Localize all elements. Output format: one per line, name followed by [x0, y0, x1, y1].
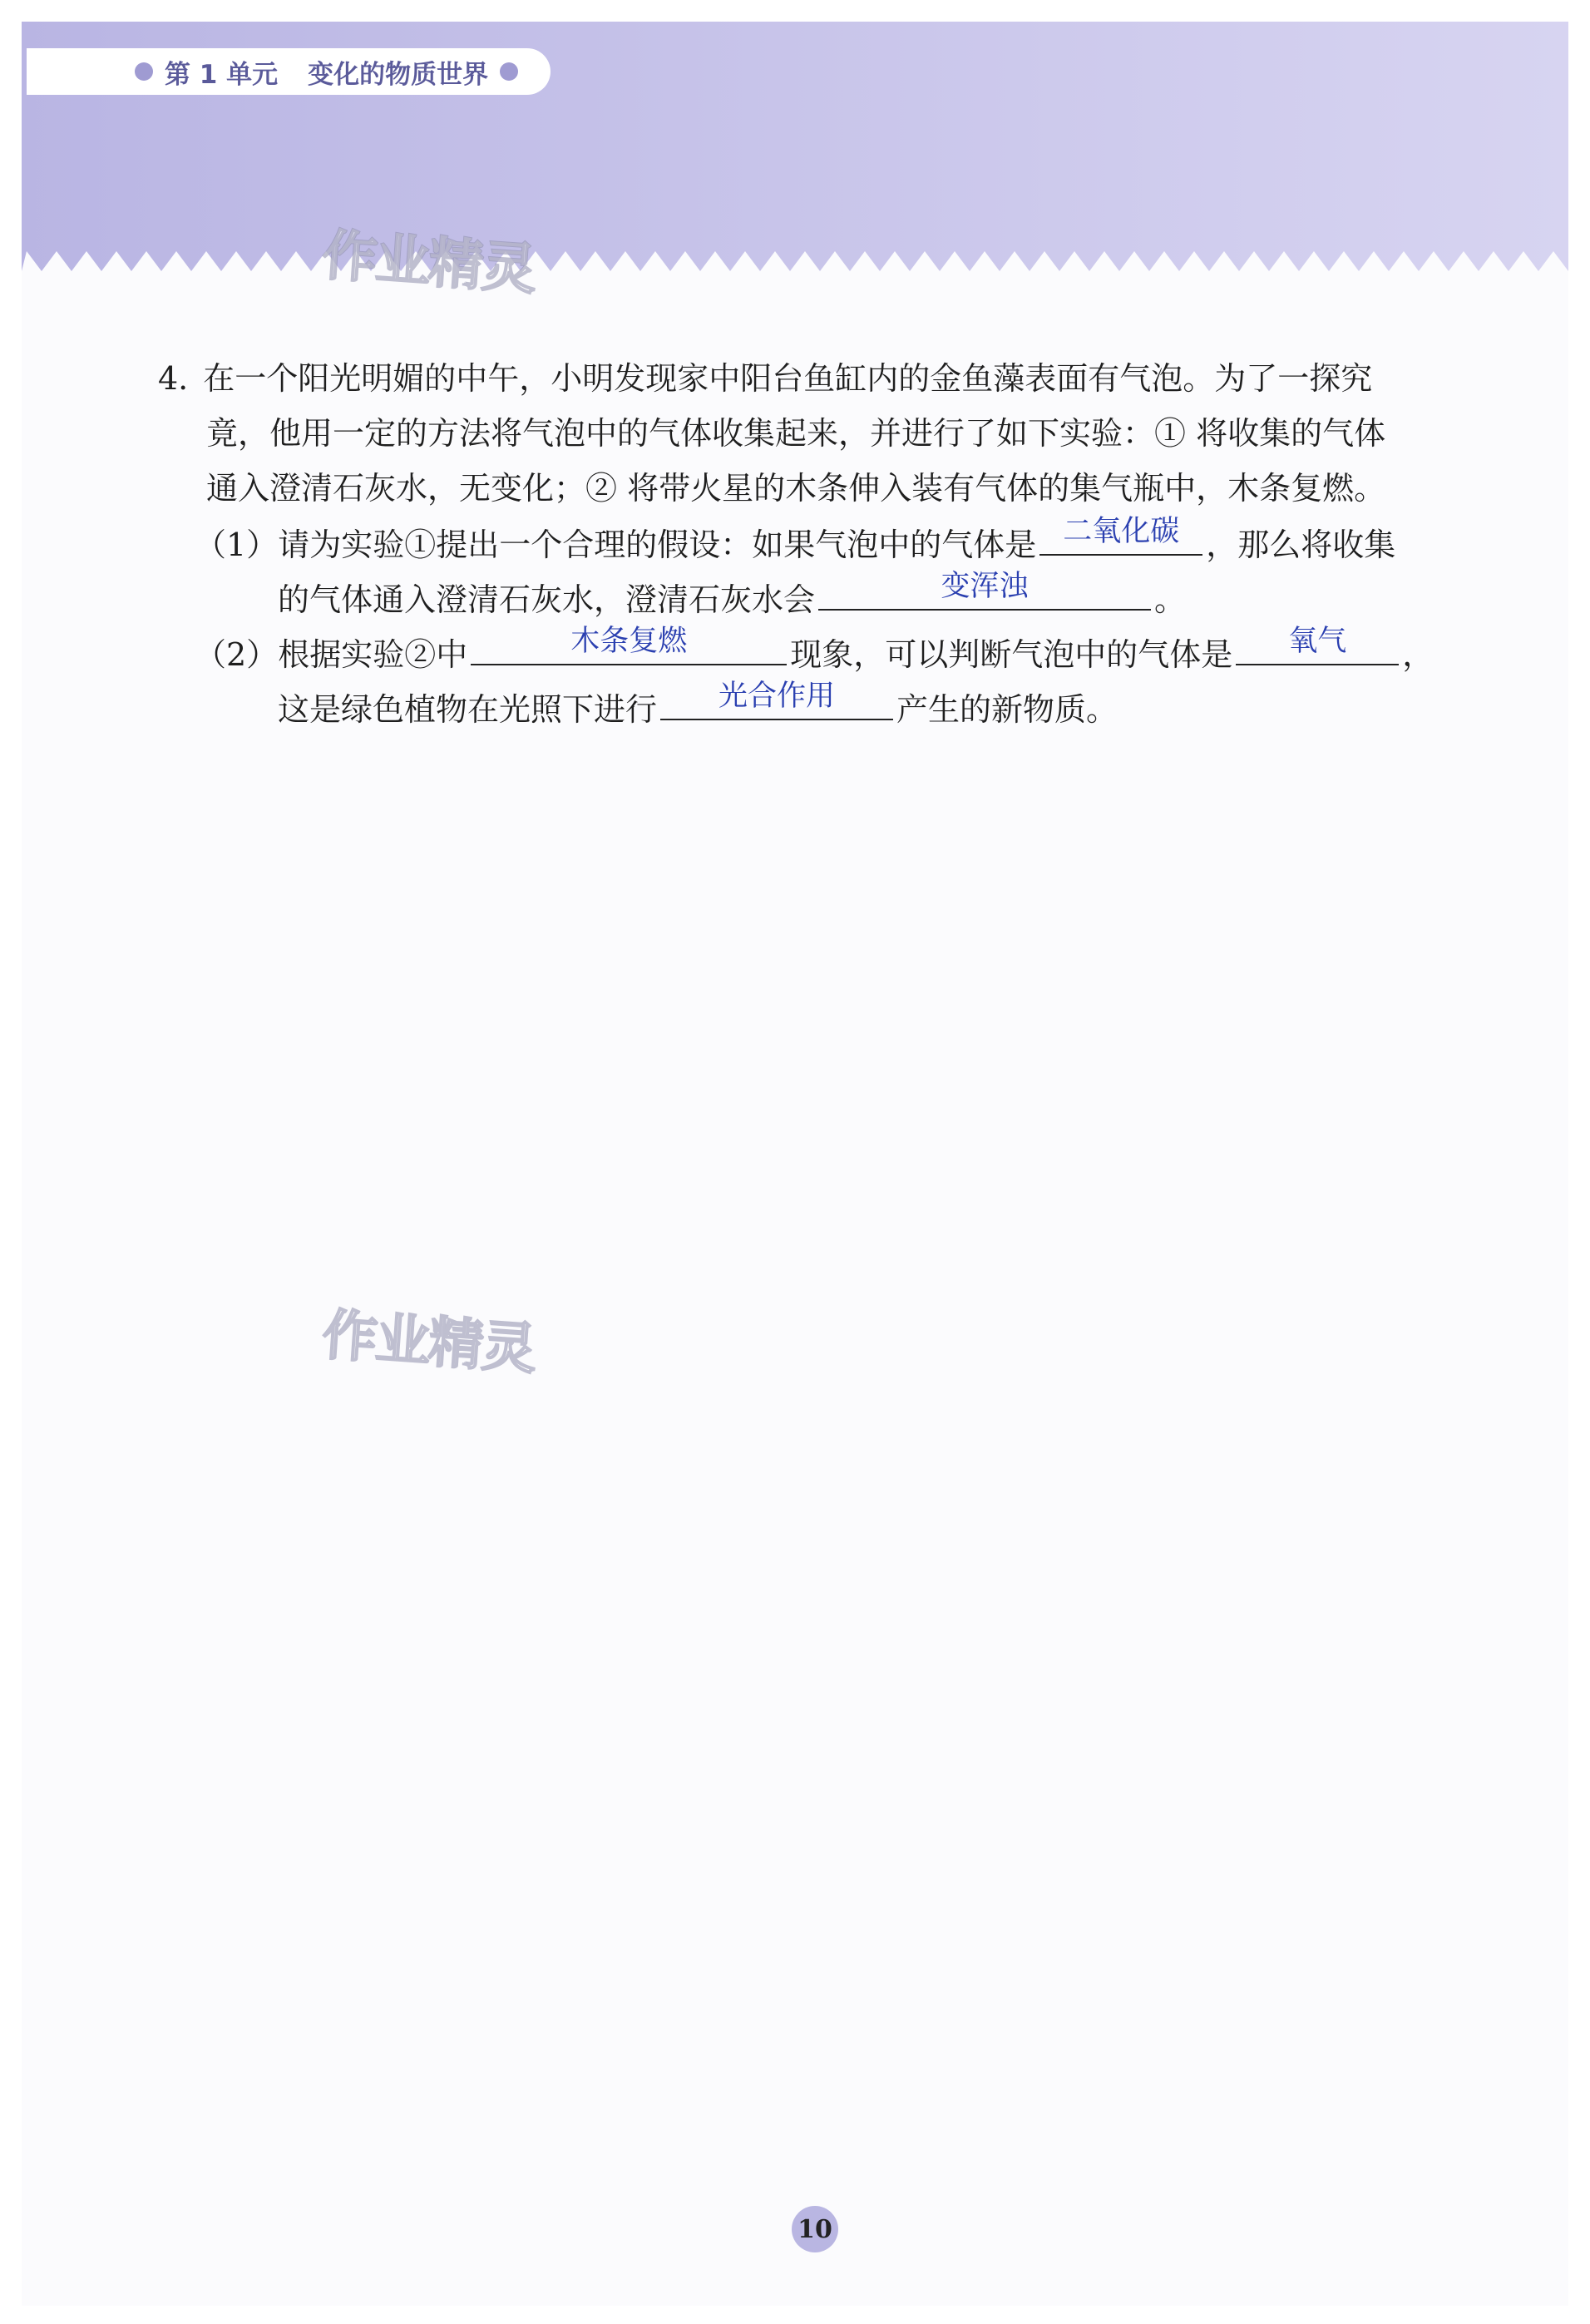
- part-1-line-2: 的气体通入澄清石灰水，澄清石灰水会 变浑浊 。: [278, 579, 1186, 621]
- bullet-dot-icon: [135, 62, 153, 81]
- question-number: 4.: [158, 360, 189, 397]
- answer-blank[interactable]: [1236, 625, 1399, 665]
- answer-blank[interactable]: [660, 680, 893, 720]
- handwritten-answer: 二氧化碳: [1063, 515, 1180, 548]
- answer-blank[interactable]: [818, 570, 1151, 611]
- page-number: 10: [792, 2206, 838, 2252]
- question-stem-line-3: 通入澄清石灰水，无变化；② 将带火星的木条伸入装有气体的集气瓶中，木条复燃。: [206, 470, 1386, 507]
- question-stem-line-1: 4. 在一个阳光明媚的中午，小明发现家中阳台鱼缸内的金鱼藻表面有气泡。为了一探究: [158, 360, 1373, 397]
- watermark-logo: 作业精灵: [320, 1303, 537, 1382]
- unit-header-pill: [27, 48, 551, 95]
- handwritten-answer: 氧气: [1288, 625, 1347, 658]
- handwritten-answer: 木条复燃: [570, 625, 688, 658]
- watermark-logo: 作业精灵: [320, 223, 537, 302]
- part-2-line-1: （2）根据实验②中 木条复燃 现象，可以判断气泡中的气体是 氧气 ，: [195, 634, 1434, 675]
- unit-number: 第 1 单元: [165, 59, 279, 90]
- bullet-dot-icon: [500, 62, 518, 81]
- handwritten-answer: 变浑浊: [941, 570, 1029, 603]
- handwritten-answer: 光合作用: [718, 680, 836, 713]
- part-2-line-2: 这是绿色植物在光照下进行 光合作用 产生的新物质。: [278, 689, 1118, 730]
- unit-title: 变化的物质世界: [308, 59, 489, 90]
- answer-blank[interactable]: [1039, 515, 1202, 556]
- question-stem-line-2: 竟，他用一定的方法将气泡中的气体收集起来，并进行了如下实验：① 将收集的气体: [206, 415, 1386, 452]
- answer-blank[interactable]: [471, 625, 787, 665]
- part-1-line-1: （1）请为实验①提出一个合理的假设：如果气泡中的气体是 二氧化碳 ，那么将收集: [195, 524, 1395, 566]
